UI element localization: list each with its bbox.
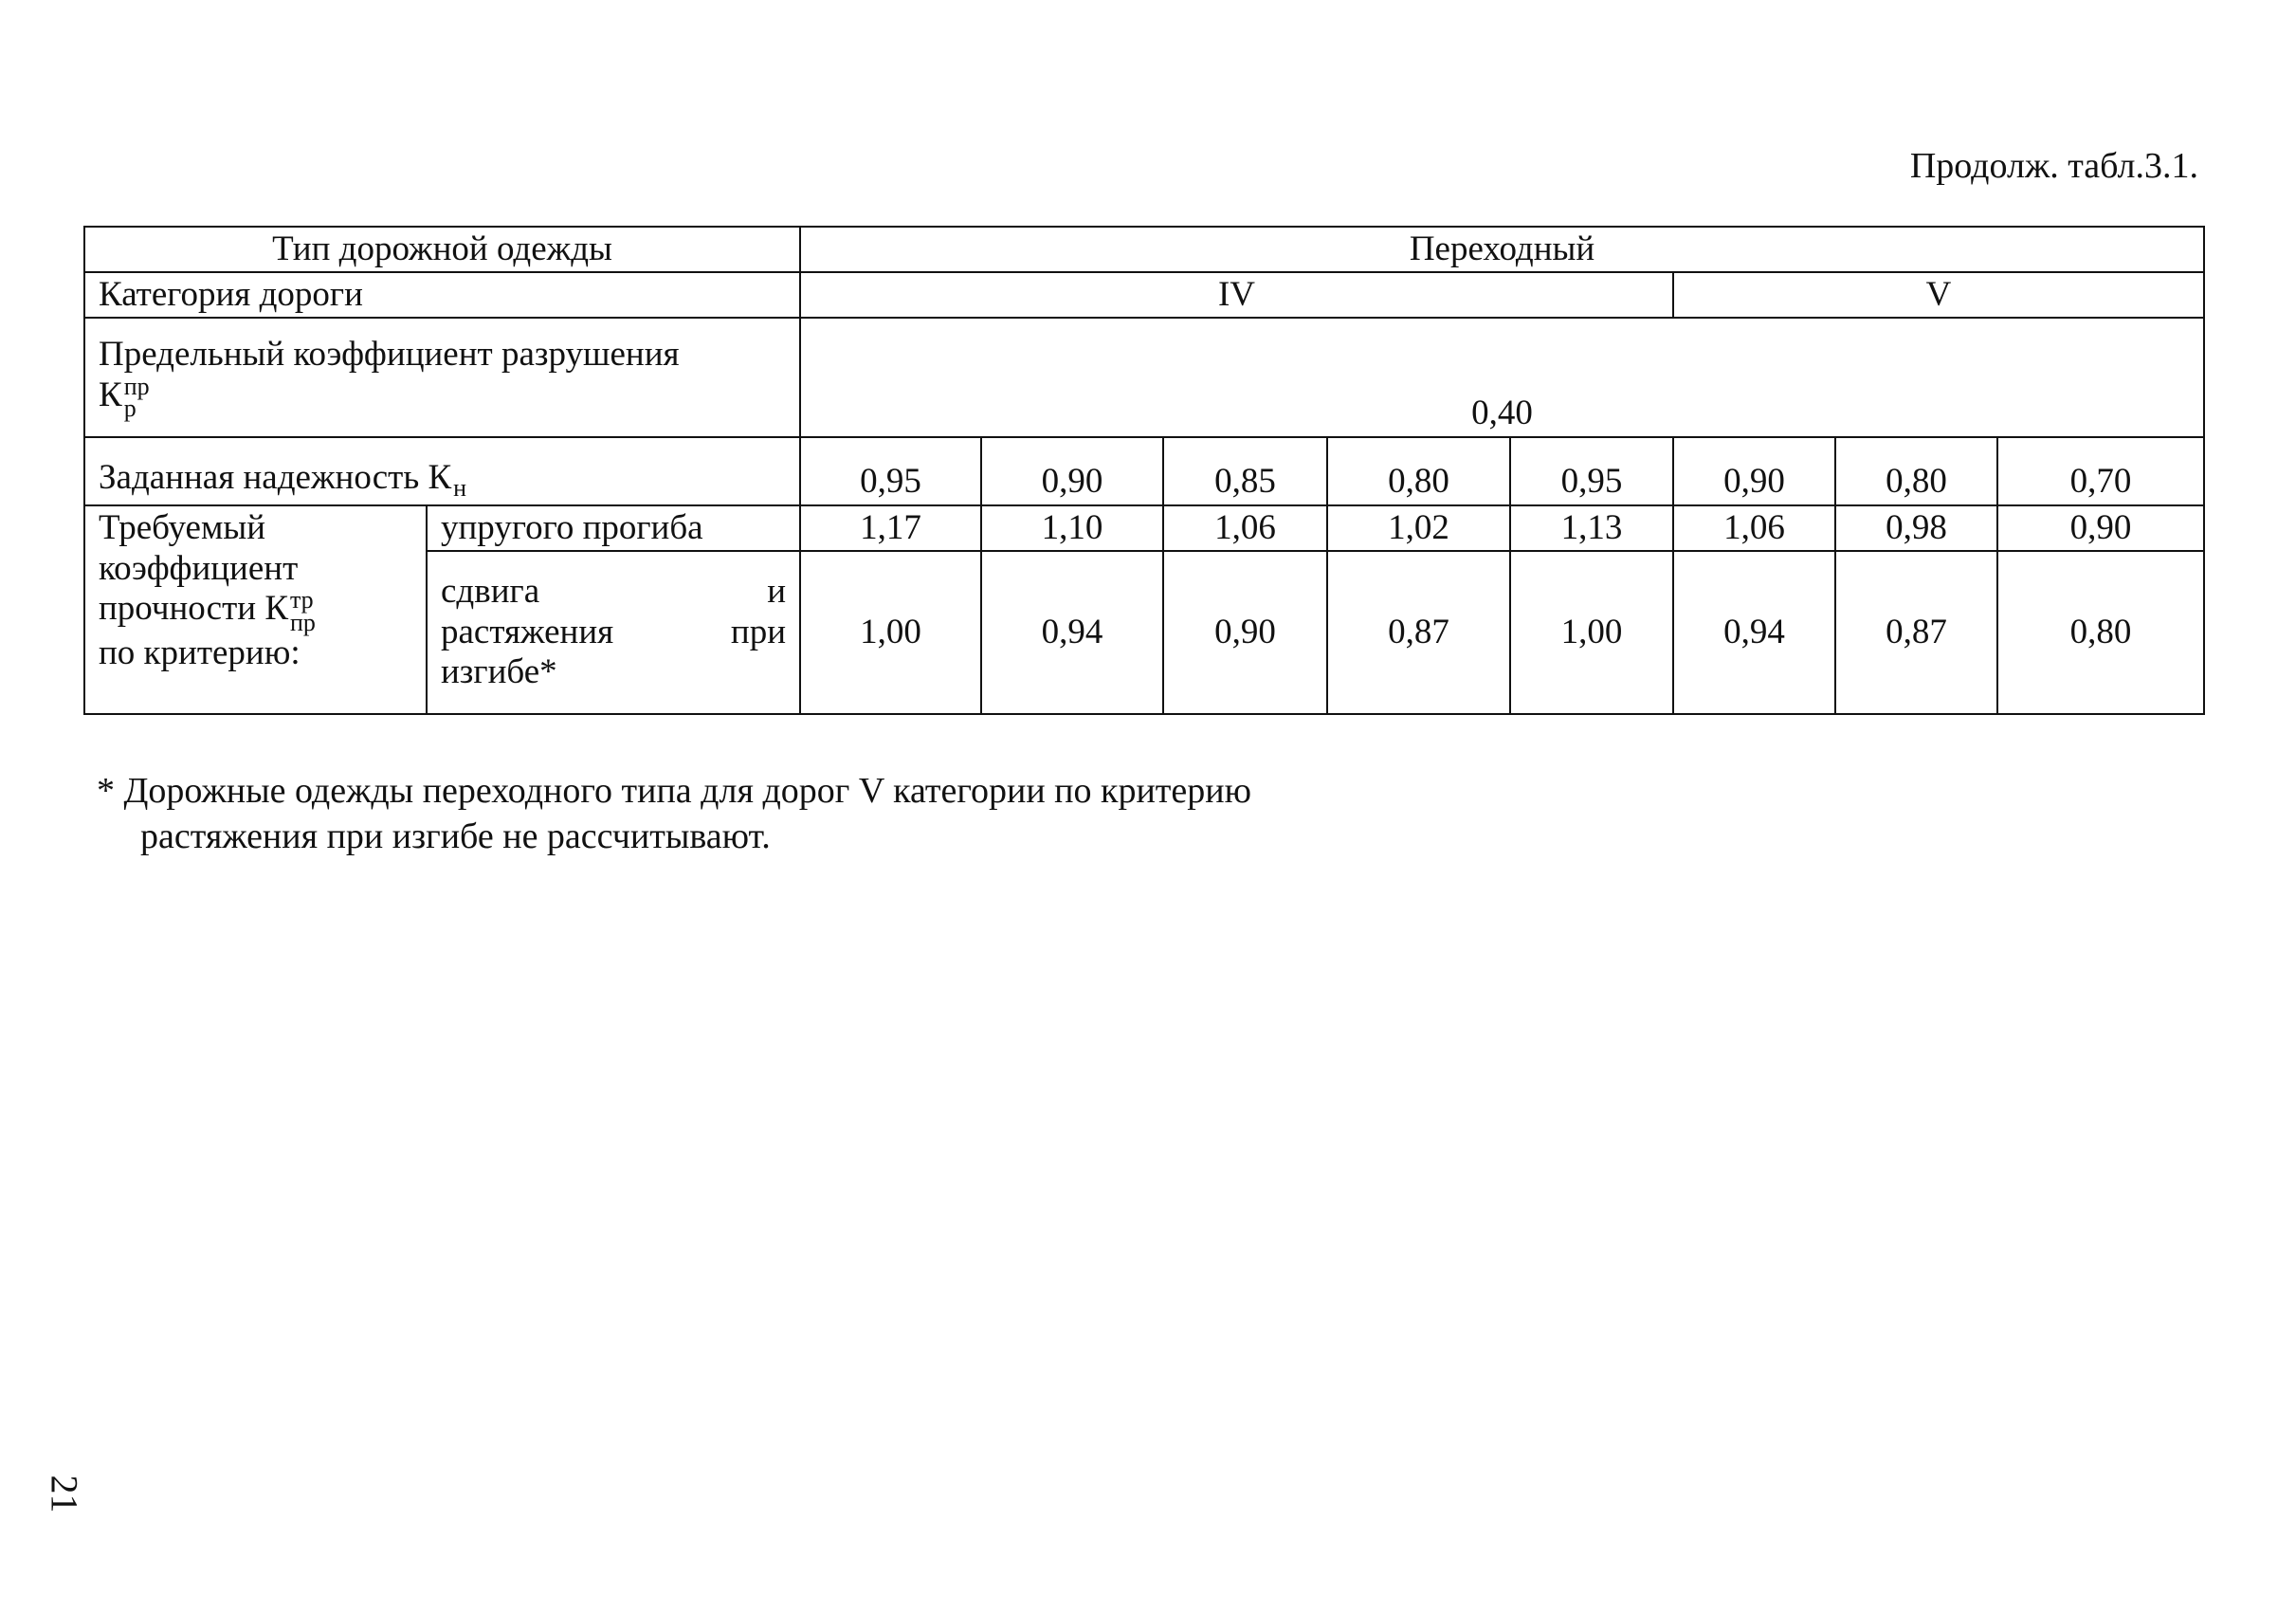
reliability-value: 0,80: [1835, 437, 1997, 505]
table-row-pavement-type: [84, 227, 2204, 272]
reliability-value: 0,90: [981, 437, 1163, 505]
criterion-elastic-deflection: упругого прогиба: [427, 505, 800, 551]
strength-label-line: по критерию:: [99, 633, 301, 672]
limit-coefficient-value: 0,40: [800, 318, 2204, 437]
elastic-value: 1,10: [981, 505, 1163, 551]
page-number: 21: [43, 1475, 86, 1513]
strength-symbol-sup: тр: [290, 586, 314, 614]
table-footnote: [97, 768, 1251, 859]
reliability-value: 0,90: [1673, 437, 1835, 505]
shear-value: 1,00: [1510, 551, 1673, 714]
elastic-value: 0,90: [1997, 505, 2204, 551]
elastic-value: 0,98: [1835, 505, 1997, 551]
road-pavement-table: [83, 226, 2205, 715]
shear-value: 1,00: [800, 551, 981, 714]
table-row-limit-coefficient: [84, 318, 2204, 437]
table-continuation-label: Продолж. табл.3.1.: [1909, 146, 2198, 186]
reliability-label-cell: [84, 437, 800, 505]
strength-label-line: Требуемый: [99, 508, 266, 547]
road-category-label: Категория дороги: [84, 272, 800, 318]
road-category-iv: IV: [800, 272, 1673, 318]
strength-label-line: коэффициент: [99, 548, 299, 588]
strength-label-line: прочности К тр пр: [99, 586, 316, 636]
shear-value: 0,90: [1163, 551, 1327, 714]
reliability-value: 0,70: [1997, 437, 2204, 505]
limit-coefficient-label-cell: [84, 318, 800, 437]
table-row-reliability: [84, 437, 2204, 505]
elastic-value: 1,13: [1510, 505, 1673, 551]
limit-symbol-sub: р: [123, 394, 137, 423]
limit-coefficient-symbol: К пр р: [99, 372, 150, 423]
reliability-sub: н: [453, 474, 467, 503]
table-row-road-category: [84, 272, 2204, 318]
limit-symbol-sup: пр: [123, 372, 150, 400]
reliability-value: 0,80: [1327, 437, 1510, 505]
footnote-line: * Дорожные одежды переходного типа для дорог V категории по критерию: [97, 771, 1252, 811]
shear-value: 0,87: [1835, 551, 1997, 714]
reliability-value: 0,85: [1163, 437, 1327, 505]
pavement-type-label: Тип дорожной одежды: [84, 227, 800, 272]
reliability-value: 0,95: [1510, 437, 1673, 505]
shear-value: 0,87: [1327, 551, 1510, 714]
reliability-label: Заданная надежность К: [99, 458, 452, 498]
shear-value: 0,94: [981, 551, 1163, 714]
table-row-elastic-deflection: [84, 505, 2204, 551]
strength-symbol-sub: пр: [290, 608, 316, 636]
pavement-type-value: Переходный: [800, 227, 2204, 272]
shear-value: 0,94: [1673, 551, 1835, 714]
criterion-shear-tension: сдвига и растяжения при изгибе*: [427, 551, 800, 714]
limit-coefficient-label: Предельный коэффициент разрушения: [99, 335, 680, 375]
road-category-v: V: [1673, 272, 2204, 318]
elastic-value: 1,02: [1327, 505, 1510, 551]
required-strength-label-cell: [84, 505, 427, 714]
elastic-value: 1,17: [800, 505, 981, 551]
elastic-value: 1,06: [1673, 505, 1835, 551]
shear-value: 0,80: [1997, 551, 2204, 714]
reliability-value: 0,95: [800, 437, 981, 505]
footnote-line: растяжения при изгибе не рассчитывают.: [140, 816, 771, 856]
elastic-value: 1,06: [1163, 505, 1327, 551]
